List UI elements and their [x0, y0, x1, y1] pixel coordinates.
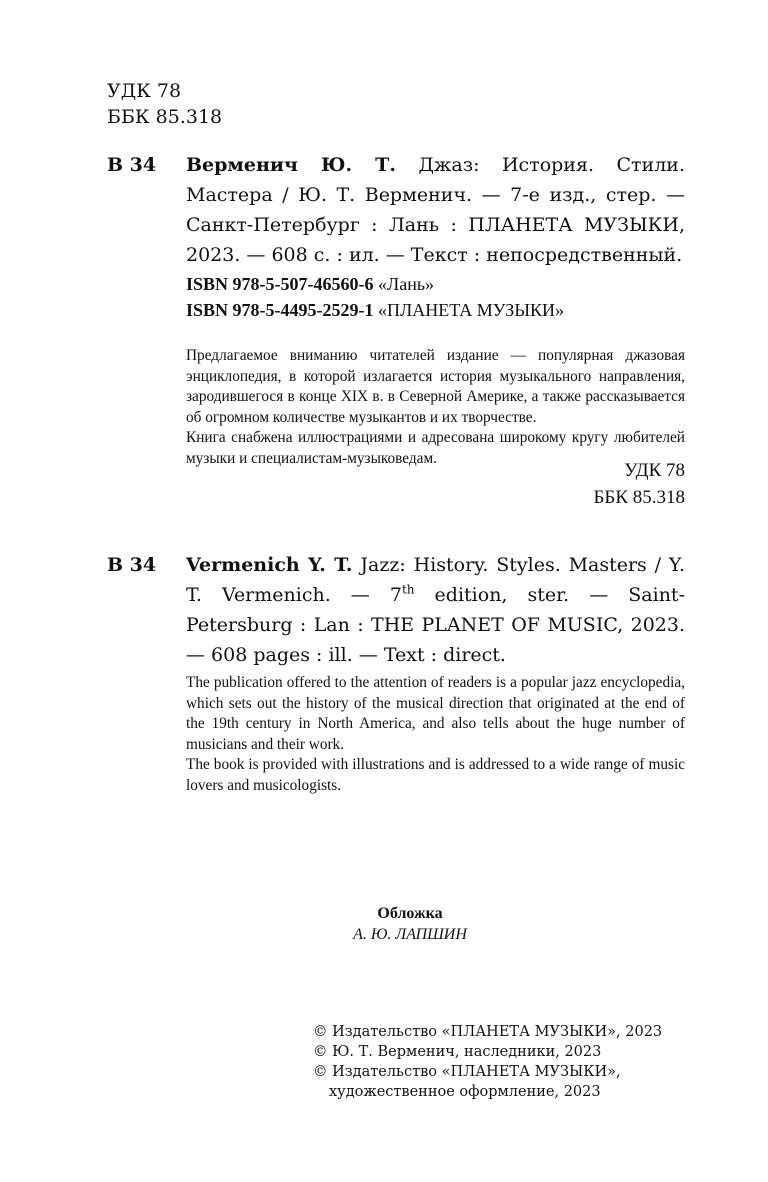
bibliographic-description — [186, 150, 685, 270]
annotation-en — [186, 673, 685, 796]
annotation-paragraph: Книга снабжена иллюстрациями и адресована широкому кругу любителей музыки и специалистам-музыковедам. — [186, 429, 685, 467]
bibliographic-entry-ru — [107, 150, 685, 270]
author-cipher: В 34 — [107, 554, 157, 576]
author-name: Vermenich Y. T. — [186, 554, 353, 576]
isbn-number: ISBN 978-5-4495-2529-1 — [186, 300, 374, 320]
isbn-block — [186, 271, 564, 323]
classification-codes-top — [107, 78, 222, 130]
copyright-line: художественное оформление, 2023 — [329, 1084, 601, 1100]
isbn-publisher: «Лань» — [378, 274, 435, 294]
isbn-line — [186, 297, 564, 323]
copyright-line: © Издательство «ПЛАНЕТА МУЗЫКИ», 2023 — [313, 1024, 663, 1040]
isbn-number: ISBN 978-5-507-46560-6 — [186, 274, 374, 294]
description-text-part1: Jazz: History. Styles. Masters / Y. T. Vermenich. — 7 — [186, 554, 686, 606]
cover-artist: А. Ю. ЛАПШИН — [353, 926, 467, 943]
description-text-part2: edition, ster. — Saint-Petersburg : Lan : THE PLANET OF MUSIC, 2023. — 608 pages : ill. — Text : direct. — [186, 584, 685, 666]
bibliographic-description — [186, 550, 685, 670]
annotation-paragraph: The publication offered to the attention of readers is a popular jazz encyclopedia, which sets out the history of the musical direction that originated at the end of the 19th century in North America, and also tells about the huge number of musicians and their work. — [186, 674, 685, 753]
isbn-publisher: «ПЛАНЕТА МУЗЫКИ» — [378, 300, 565, 320]
cover-label: Обложка — [377, 905, 443, 922]
udk-code: УДК 78 — [107, 80, 182, 102]
author-name: Верменич Ю. Т. — [186, 154, 396, 176]
copyright-line: © Издательство «ПЛАНЕТА МУЗЫКИ», — [313, 1064, 621, 1080]
bbk-code: ББК 85.318 — [593, 487, 685, 508]
copyright-block — [313, 1022, 693, 1102]
ordinal-suffix: th — [401, 582, 415, 597]
bbk-code: ББК 85.318 — [107, 106, 223, 128]
description-text: Джаз: История. Стили. Мастера / Ю. Т. Верменич. — 7-е изд., стер. — Санкт-Петербург : Лань : ПЛАНЕТА МУЗЫКИ, 2023. — 608 с. : ил. — Текст : непосредственный. — [186, 154, 685, 266]
cover-credit — [0, 903, 768, 945]
classification-codes-right — [594, 457, 686, 511]
annotation-paragraph: The book is provided with illustrations and is addressed to a wide range of music lovers and musicologists. — [186, 756, 685, 794]
isbn-line — [186, 271, 564, 297]
bibliographic-entry-en — [107, 550, 685, 670]
annotation-paragraph: Предлагаемое вниманию читателей издание — популярная джазовая энциклопедия, в которой излагается история музыкального направления, зародившегося в конце XIX в. в Северной Америке, а также рассказывается об огромном количестве музыкантов и их творчестве. — [186, 347, 685, 426]
annotation-ru — [186, 346, 685, 469]
author-cipher: В 34 — [107, 154, 157, 176]
udk-code: УДК 78 — [624, 460, 685, 481]
copyright-line: © Ю. Т. Верменич, наследники, 2023 — [313, 1044, 602, 1060]
